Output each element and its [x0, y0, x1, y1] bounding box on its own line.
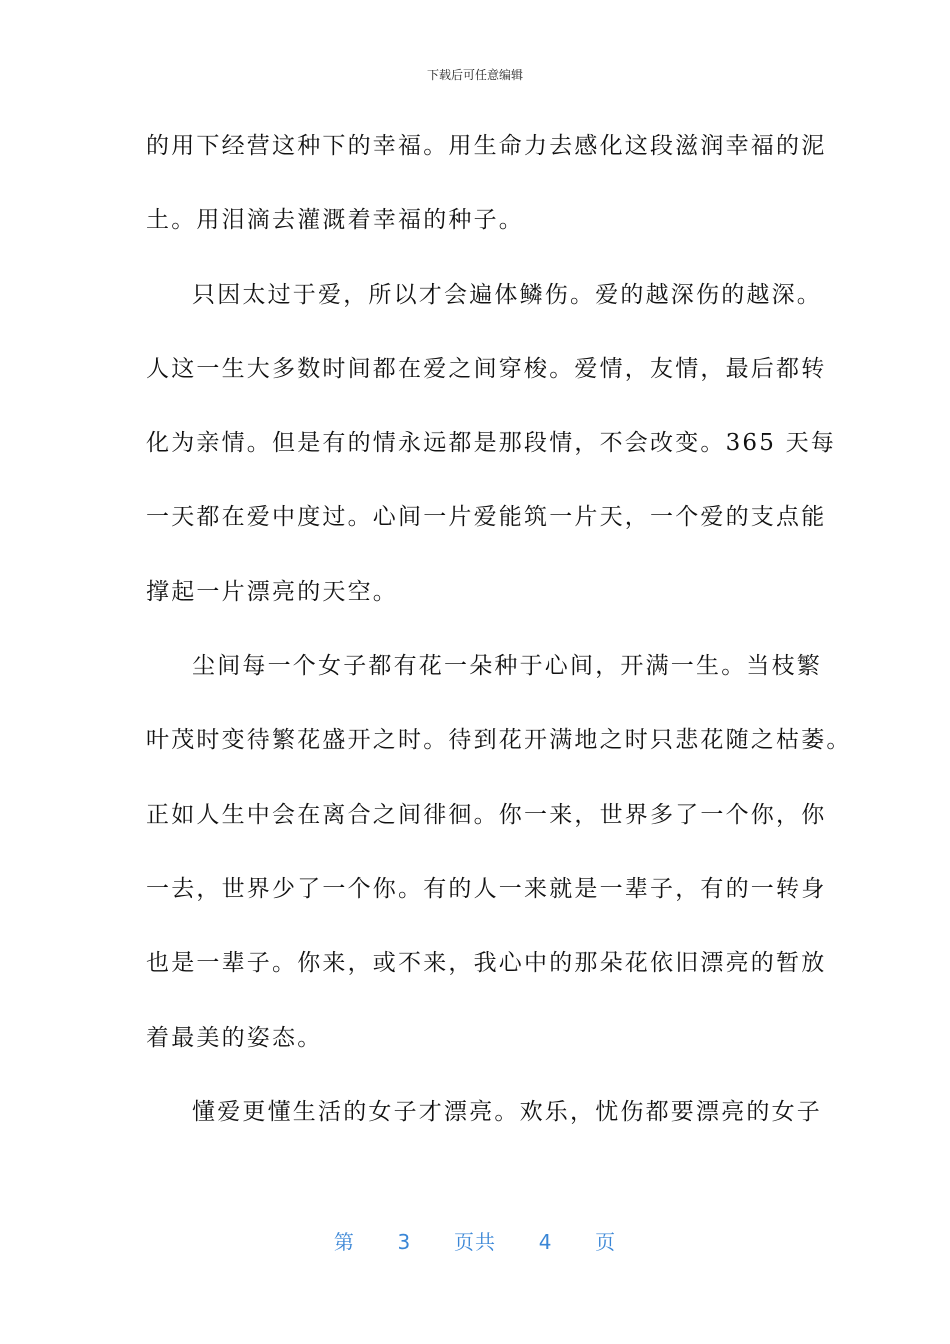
text-line: 撑起一片漂亮的天空。 — [146, 578, 398, 605]
text-line: 叶茂时变待繁花盛开之时。待到花开满地之时只悲花随之枯萎。 — [146, 727, 852, 754]
page-middle-text: 页共 — [454, 1230, 496, 1254]
document-body — [146, 122, 852, 1162]
text-line: 一去，世界少了一个你。有的人一来就是一辈子，有的一转身 — [146, 875, 827, 902]
text-line: 的用下经营这种下的幸福。用生命力去感化这段滋润幸福的泥 — [146, 133, 827, 159]
text-line: 一天都在爱中度过。心间一片爱能筑一片天，一个爱的支点能 — [146, 504, 827, 531]
page-footer — [0, 1226, 950, 1255]
page-header: 下载后可任意编辑 — [426, 68, 523, 82]
paragraph-start-line: 只因太过于爱，所以才会遍体鳞伤。爱的越深伤的越深。 — [192, 281, 822, 308]
page-prefix: 第 — [333, 1230, 355, 1254]
paragraph-start-line: 尘间每一个女子都有花一朵种于心间，开满一生。当枝繁 — [192, 653, 822, 680]
total-pages-number: 4 — [538, 1230, 553, 1254]
current-page-number: 3 — [397, 1230, 412, 1254]
text-line: 着最美的姿态。 — [146, 1024, 323, 1051]
text-line: 化为亲情。但是有的情永远都是那段情，不会改变。365 天每 — [146, 430, 837, 457]
text-line: 人这一生大多数时间都在爱之间穿梭。爱情，友情，最后都转 — [146, 355, 827, 382]
page-suffix: 页 — [595, 1230, 617, 1254]
paragraph-start-line: 懂爱更懂生活的女子才漂亮。欢乐，忧伤都要漂亮的女子 — [192, 1098, 822, 1125]
text-line: 正如人生中会在离合之间徘徊。你一来，世界多了一个你，你 — [146, 801, 827, 828]
text-line: 也是一辈子。你来，或不来，我心中的那朵花依旧漂亮的暂放 — [146, 950, 827, 977]
text-line: 土。用泪滴去灌溉着幸福的种子。 — [146, 207, 524, 234]
